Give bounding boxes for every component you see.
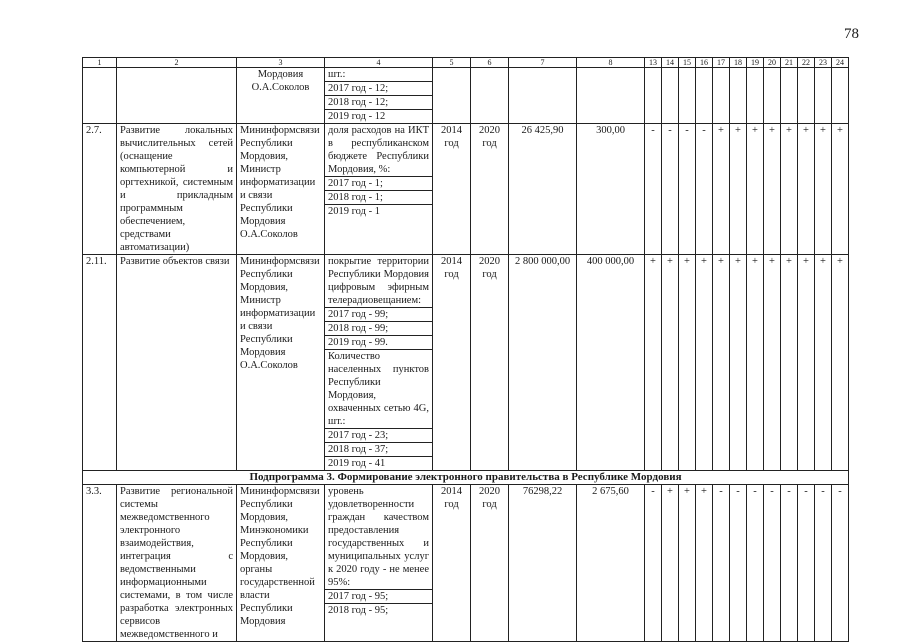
row-number: 2.11. bbox=[83, 255, 117, 471]
indicator-year: 2018 год - 12; bbox=[325, 96, 432, 110]
indicator-year: 2019 год - 12 bbox=[328, 111, 386, 122]
total-funding: 2 800 000,00 bbox=[509, 255, 577, 471]
row-number: 2.7. bbox=[83, 124, 117, 255]
indicator-year: 2018 год - 1; bbox=[325, 191, 432, 205]
header-cell: 24 bbox=[832, 58, 849, 68]
header-cell: 17 bbox=[713, 58, 730, 68]
header-cell: 16 bbox=[696, 58, 713, 68]
quarter-mark: - bbox=[798, 485, 815, 642]
quarter-mark: - bbox=[832, 485, 849, 642]
indicator-year: 2019 год - 41 bbox=[328, 458, 386, 469]
start-year: 2014 год bbox=[433, 124, 471, 255]
header-cell: 5 bbox=[433, 58, 471, 68]
header-cell: 1 bbox=[83, 58, 117, 68]
quarter-mark: + bbox=[730, 255, 747, 471]
end-year bbox=[471, 68, 509, 124]
measure-name: Развитие региональной системы межведомственного электронного взаимодействия, интеграция с ведомственными информационными системами, в том числе разработка электронных сервисов межведомственного и bbox=[117, 485, 237, 642]
indicator-year: 2019 год - 1 bbox=[328, 206, 380, 217]
quarter-mark: + bbox=[713, 255, 730, 471]
start-year: 2014 год bbox=[433, 485, 471, 642]
executor: Мордовия О.А.Соколов bbox=[237, 68, 325, 124]
header-cell: 2 bbox=[117, 58, 237, 68]
indicator-year: 2017 год - 1; bbox=[325, 177, 432, 191]
row-number bbox=[83, 68, 117, 124]
quarter-mark: + bbox=[832, 255, 849, 471]
quarter-mark: + bbox=[713, 124, 730, 255]
quarter-mark: + bbox=[679, 255, 696, 471]
indicator-year: 2018 год - 37; bbox=[325, 443, 432, 457]
header-cell: 8 bbox=[577, 58, 645, 68]
quarter-mark: - bbox=[713, 485, 730, 642]
quarter-mark: + bbox=[798, 255, 815, 471]
header-cell: 23 bbox=[815, 58, 832, 68]
quarter-mark: + bbox=[696, 485, 713, 642]
table-row bbox=[83, 124, 849, 255]
quarter-mark: + bbox=[645, 255, 662, 471]
page-number: 78 bbox=[844, 26, 859, 42]
table-row bbox=[83, 485, 849, 642]
total-funding bbox=[509, 68, 577, 124]
header-cell: 19 bbox=[747, 58, 764, 68]
row-number: 3.3. bbox=[83, 485, 117, 642]
indicator-text: шт.: bbox=[325, 68, 432, 82]
funding-amount: 400 000,00 bbox=[577, 255, 645, 471]
quarter-mark: + bbox=[781, 124, 798, 255]
quarter-mark: + bbox=[832, 124, 849, 255]
quarter-mark: + bbox=[730, 124, 747, 255]
indicator-year: 2017 год - 23; bbox=[325, 429, 432, 443]
measure-name: Развитие локальных вычислительных сетей (оснащение компьютерной и оргтехникой, системным и прикладным программным обеспечением, средствами автоматизации) bbox=[117, 124, 237, 255]
funding-amount: 300,00 bbox=[577, 124, 645, 255]
header-row bbox=[83, 58, 849, 68]
indicator-year: 2019 год - 99. bbox=[325, 336, 432, 350]
quarter-mark: + bbox=[662, 485, 679, 642]
indicator-text: уровень удовлетворенности граждан качеством предоставления государственных и муниципальных услуг к 2020 году - не менее 95%: bbox=[325, 485, 432, 590]
start-year bbox=[433, 68, 471, 124]
quarter-mark: + bbox=[696, 255, 713, 471]
executor: Мининформсвязи Республики Мордовия, Минэкономики Республики Мордовия, органы государственной власти Республики Мордовия bbox=[237, 485, 325, 642]
total-funding: 76298,22 bbox=[509, 485, 577, 642]
indicator-year: 2017 год - 12; bbox=[325, 82, 432, 96]
header-cell: 20 bbox=[764, 58, 781, 68]
subprogram-row bbox=[83, 471, 849, 485]
measure-name bbox=[117, 68, 237, 124]
header-cell: 7 bbox=[509, 58, 577, 68]
indicator-cell bbox=[325, 485, 433, 642]
indicator-year: 2018 год - 95; bbox=[328, 605, 389, 616]
quarter-mark: - bbox=[662, 124, 679, 255]
quarter-mark: + bbox=[679, 485, 696, 642]
quarter-mark: - bbox=[747, 485, 764, 642]
header-cell: 21 bbox=[781, 58, 798, 68]
quarter-mark: - bbox=[696, 124, 713, 255]
header-cell: 13 bbox=[645, 58, 662, 68]
table-row bbox=[83, 255, 849, 471]
end-year: 2020 год bbox=[471, 255, 509, 471]
quarter-mark: + bbox=[764, 124, 781, 255]
quarter-mark: + bbox=[798, 124, 815, 255]
quarter-mark: + bbox=[764, 255, 781, 471]
table-row bbox=[83, 68, 849, 124]
measure-name: Развитие объектов связи bbox=[117, 255, 237, 471]
end-year: 2020 год bbox=[471, 124, 509, 255]
quarter-mark: - bbox=[815, 485, 832, 642]
quarter-mark: + bbox=[815, 124, 832, 255]
start-year: 2014 год bbox=[433, 255, 471, 471]
subprogram-title: Подпрограмма 3. Формирование электронного правительства в Республике Мордовия bbox=[83, 471, 849, 485]
end-year: 2020 год bbox=[471, 485, 509, 642]
quarter-mark: - bbox=[645, 485, 662, 642]
quarter-mark: - bbox=[781, 485, 798, 642]
quarter-mark: - bbox=[730, 485, 747, 642]
quarter-mark: + bbox=[781, 255, 798, 471]
header-cell: 4 bbox=[325, 58, 433, 68]
header-cell: 6 bbox=[471, 58, 509, 68]
indicator-cell bbox=[325, 124, 433, 255]
indicator-text: Количество населенных пунктов Республики Мордовия, охваченных сетью 4G, шт.: bbox=[325, 350, 432, 429]
indicator-text: доля расходов на ИКТ в республиканском бюджете Республики Мордовия, %: bbox=[325, 124, 432, 177]
header-cell: 14 bbox=[662, 58, 679, 68]
indicator-year: 2017 год - 99; bbox=[325, 308, 432, 322]
quarter-mark: + bbox=[747, 255, 764, 471]
quarter-mark: - bbox=[645, 124, 662, 255]
funding-amount bbox=[577, 68, 645, 124]
header-cell: 22 bbox=[798, 58, 815, 68]
indicator-cell bbox=[325, 255, 433, 471]
indicator-year: 2018 год - 99; bbox=[325, 322, 432, 336]
indicator-text: покрытие территории Республики Мордовия цифровым эфирным телерадиовещанием: bbox=[325, 255, 432, 308]
quarter-mark: + bbox=[747, 124, 764, 255]
funding-amount: 2 675,60 bbox=[577, 485, 645, 642]
total-funding: 26 425,90 bbox=[509, 124, 577, 255]
measures-table bbox=[82, 57, 849, 642]
quarter-mark: - bbox=[679, 124, 696, 255]
header-cell: 18 bbox=[730, 58, 747, 68]
quarter-mark: + bbox=[662, 255, 679, 471]
indicator-year: 2017 год - 95; bbox=[325, 590, 432, 604]
quarter-mark: - bbox=[764, 485, 781, 642]
executor: Мининформсвязи Республики Мордовия, Министр информатизации и связи Республики Мордовия О.А.Соколов bbox=[237, 124, 325, 255]
indicator-cell bbox=[325, 68, 433, 124]
header-cell: 3 bbox=[237, 58, 325, 68]
quarter-mark: + bbox=[815, 255, 832, 471]
executor: Мининформсвязи Республики Мордовия, Министр информатизации и связи Республики Мордовия О.А.Соколов bbox=[237, 255, 325, 471]
header-cell: 15 bbox=[679, 58, 696, 68]
